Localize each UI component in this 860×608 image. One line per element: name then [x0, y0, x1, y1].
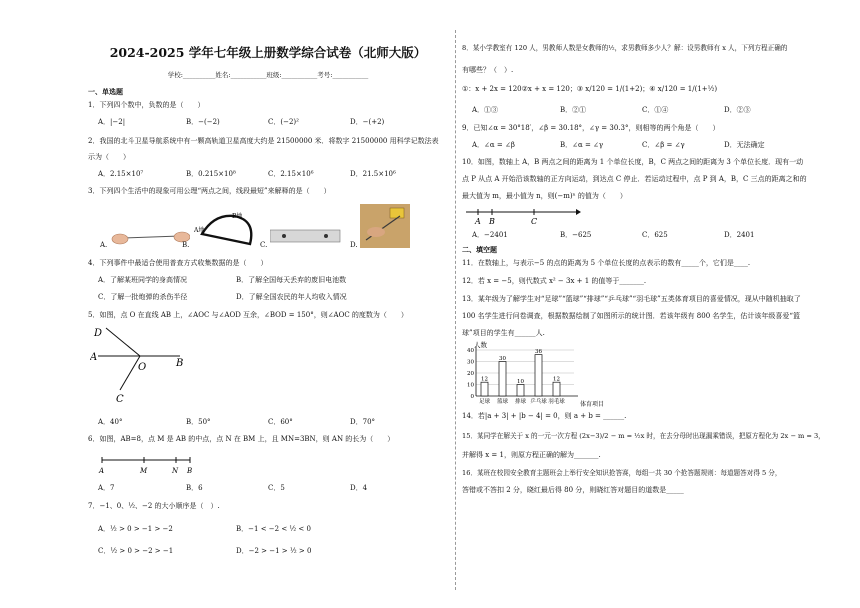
q6-option-d[interactable]: D．4 [350, 484, 368, 492]
q10-option-b[interactable]: B．−625 [560, 231, 592, 239]
q3-option-d[interactable]: D. [350, 241, 358, 249]
q1-stem: 1．下列四个数中，负数的是（ ） [88, 101, 205, 109]
q2-option-d[interactable]: D．21.5×10⁶ [350, 170, 396, 178]
q7-option-c[interactable]: C．½ > 0 > −2 > −1 [98, 547, 174, 555]
q10-point-b: B [489, 217, 495, 226]
chart-y-tick-1: 10 [467, 382, 474, 389]
q2-stem-line1: 2．我国的北斗卫星导航系统中有一颗高轨道卫星高度大约是 21500000 米．将数字 21500000 用科学记数法表 [88, 137, 439, 145]
chart-data-label-1: 30 [499, 356, 506, 362]
q3-label-a: A地 [194, 227, 205, 234]
q1-option-c[interactable]: C．(−2)² [268, 118, 299, 126]
chart-y-tick-2: 20 [467, 371, 474, 377]
q16-stem-line2: 答错或不答扣 2 分，晓红最后得 80 分，则晓红答对题目的道数是_____ [462, 486, 684, 494]
q10-option-d[interactable]: D．2401 [724, 231, 755, 239]
q8-stem-line1: 8．某小学教室有 120 人，男教师人数是女教师的½，求男教师多少人？解：设男教师有 x 人，下列方程正确的 [462, 44, 788, 52]
q3-stem: 3．下列四个生活中的现象可用公理“两点之间，线段最短”来解释的是（ ） [88, 187, 331, 195]
q10-stem-line2: 点 P 从点 A 开始沿该数轴的正方向运动，到达点 C 停止．若运动过程中，点 P 到 A，B，C 三点的距离之和的 [462, 175, 807, 183]
exam-title: 2024-2025 学年七年级上册数学综合试卷（北师大版） [109, 45, 427, 60]
q3-option-c[interactable]: C. [260, 241, 268, 249]
chart-y-tick-3: 30 [467, 359, 474, 366]
q5-option-d[interactable]: D．70° [350, 418, 376, 426]
q5-option-c[interactable]: C．60° [268, 418, 293, 426]
q5-point-c: C [116, 394, 124, 402]
q10-option-c[interactable]: C．625 [642, 231, 668, 239]
q5-stem: 5．如图，点 O 在直线 AB 上，∠AOC 与∠AOD 互余，∠BOD = 150°，则∠AOC 的度数为（ ） [88, 311, 408, 319]
q6-stem: 6．如图，AB=8，点 M 是 AB 的中点，点 N 在 BM 上，且 MN=3BN，则 AN 的长为（ ） [88, 435, 395, 443]
q6-point-n: N [172, 467, 179, 475]
chart-category-label-3: 乒乓球 [530, 399, 547, 405]
q5-point-d: D [94, 328, 103, 339]
q2-option-b[interactable]: B．0.215×10⁸ [186, 170, 236, 178]
student-info-line: 学校:__________姓名:___________班级:___________考号:___________ [167, 71, 369, 79]
chart-bar-3 [535, 355, 542, 396]
q3-label-b: B地 [232, 213, 243, 220]
q2-option-a[interactable]: A．2.15×10⁷ [98, 170, 144, 178]
chart-data-label-2: 10 [517, 379, 524, 385]
q5-point-o: O [138, 362, 147, 373]
q8-option-a[interactable]: A．①③ [472, 106, 499, 114]
q8-equations: ①：x + 2x = 120②x + x = 120；③ x/120 = 1/(1+2)；④ x/120 = 1/(1+½) [462, 85, 718, 93]
chart-x-axis-label: 体育项目 [580, 401, 605, 408]
q10-point-c: C [531, 217, 538, 226]
chart-category-label-4: 羽毛球 [548, 399, 565, 405]
q3-image-rope [110, 226, 190, 250]
q5-point-b: B [176, 358, 184, 369]
q13-stem-line3: 球”项目的学生有______人. [462, 329, 545, 337]
chart-bar-1 [499, 362, 506, 397]
q13-stem-line2: 100 名学生进行问卷调查，根据数据绘制了如图所示的统计图．若该年级有 800 名学生，估计该年级喜爱“篮 [462, 312, 800, 320]
q7-stem: 7．−1、0、½、−2 的大小顺序是（ ）. [88, 502, 220, 510]
q10-option-a[interactable]: A．−2401 [472, 231, 508, 239]
q2-option-c[interactable]: C．2.15×10⁶ [268, 170, 314, 178]
q13-stem-line1: 13．某年级为了解学生对“足球”“篮球”“排球”“乒乓球”“羽毛球”五类体育项目的喜爱情况，现从中随机抽取了 [462, 295, 801, 303]
q9-stem: 9．已知∠α = 30°18′，∠β = 30.18°，∠γ = 30.3°，则相等的两个角是（ ） [462, 124, 720, 132]
chart-bar-2 [517, 385, 524, 397]
q3-image-measuring-tape [360, 204, 410, 248]
q6-option-b[interactable]: B．6 [186, 484, 203, 492]
chart-bar-4 [553, 382, 560, 396]
q11-stem: 11．在数轴上，与表示−5 的点的距离为 5 个单位长度的点表示的数有_____个，它们是____. [462, 259, 751, 267]
q15-stem-line2: 并解得 x = 1，则原方程正确的解为_______. [462, 451, 601, 459]
q1-option-d[interactable]: D．−(+2) [350, 118, 385, 126]
q6-point-m: M [140, 467, 148, 475]
chart-y-tick-4: 40 [467, 348, 474, 354]
q15-stem-line1: 15．某同学在解关于 x 的一元一次方程 (2x−3)/2 − m = ½x 时，在去分母时出现漏乘错误，把原方程化为 2x − m = 3， [462, 432, 825, 440]
q8-stem-line2: 有哪些？（ ）. [462, 66, 514, 74]
q9-option-d[interactable]: D．无法确定 [724, 141, 765, 149]
chart-category-label-2: 排球 [514, 399, 527, 405]
chart-data-label-0: 12 [481, 376, 488, 383]
q4-option-a[interactable]: A．了解某班同学的身高情况 [98, 276, 188, 284]
q6-option-a[interactable]: A．7 [98, 484, 115, 492]
q10-stem-line3: 最大值为 m，最小值为 n，则(−m)ⁿ 的值为（ ） [462, 192, 627, 200]
q9-option-a[interactable]: A．∠α = ∠β [472, 141, 515, 149]
q4-option-c[interactable]: C．了解一批炮弹的杀伤半径 [98, 293, 188, 301]
section-single-choice: 一、单选题 [88, 87, 123, 96]
column-divider [455, 30, 456, 590]
q1-option-a[interactable]: A．|−2| [98, 118, 126, 126]
chart-bar-0 [481, 382, 488, 396]
q4-option-b[interactable]: B．了解全国每天丢弃的废旧电池数 [236, 276, 347, 284]
q7-option-a[interactable]: A．½ > 0 > −1 > −2 [98, 525, 173, 533]
q5-point-a: A [90, 352, 98, 363]
q6-option-c[interactable]: C．5 [268, 484, 285, 492]
q9-option-b[interactable]: B．∠α = ∠γ [560, 141, 604, 149]
q6-segment-figure [98, 452, 198, 476]
q3-option-b[interactable]: B. [182, 241, 190, 249]
q6-point-a: A [99, 467, 105, 475]
section-fill-blank: 二、填空题 [462, 245, 497, 254]
chart-data-label-4: 12 [553, 376, 560, 383]
q5-option-b[interactable]: B．50° [186, 418, 211, 426]
q10-stem-line1: 10．如图，数轴上 A，B 两点之间的距离为 1 个单位长度，B，C 两点之间的距离为 3 个单位长度．现有一动 [462, 158, 804, 166]
chart-data-label-3: 36 [535, 349, 542, 356]
q13-bar-chart [462, 338, 612, 408]
q3-option-a[interactable]: A. [100, 241, 108, 249]
q8-option-b[interactable]: B．②① [560, 106, 587, 114]
q4-stem: 4．下列事件中最适合使用普查方式收集数据的是（ ） [88, 259, 268, 267]
chart-y-axis-label: 人数 [474, 341, 487, 349]
q3-image-ruler [270, 226, 342, 246]
q7-option-d[interactable]: D．−2 > −1 > ½ > 0 [236, 547, 312, 555]
q7-option-b[interactable]: B．−1 < −2 < ½ < 0 [236, 525, 311, 533]
q1-option-b[interactable]: B．−(−2) [186, 118, 220, 126]
chart-category-label-0: 足球 [478, 399, 491, 405]
q14-stem: 14．若|a + 3| + |b − 4| = 0，则 a + b = ______. [462, 412, 627, 420]
q5-angle-figure [90, 322, 190, 402]
q5-option-a[interactable]: A．40° [98, 418, 123, 426]
q10-point-a: A [475, 217, 481, 226]
q6-point-b: B [187, 467, 193, 475]
q12-stem: 12．若 x = −5，则代数式 x² − 3x + 1 的值等于_______. [462, 277, 647, 285]
q16-stem-line1: 16．某班在校园安全教育主题班会上举行安全知识抢答赛，每组一共 30 个抢答题规则：每道题答对得 5 分， [462, 469, 782, 477]
q8-option-c[interactable]: C．①④ [642, 106, 669, 114]
q4-option-d[interactable]: D．了解全国农民的年人均收入情况 [236, 293, 347, 301]
chart-category-label-1: 篮球 [496, 399, 509, 405]
q3-image-path-diagram [194, 210, 262, 250]
q2-stem-line2: 示为（ ） [88, 153, 130, 161]
q10-number-line [462, 204, 582, 226]
q9-option-c[interactable]: C．∠β = ∠γ [642, 141, 685, 149]
q8-option-d[interactable]: D．②③ [724, 106, 751, 114]
chart-y-tick-0: 0 [470, 394, 474, 400]
